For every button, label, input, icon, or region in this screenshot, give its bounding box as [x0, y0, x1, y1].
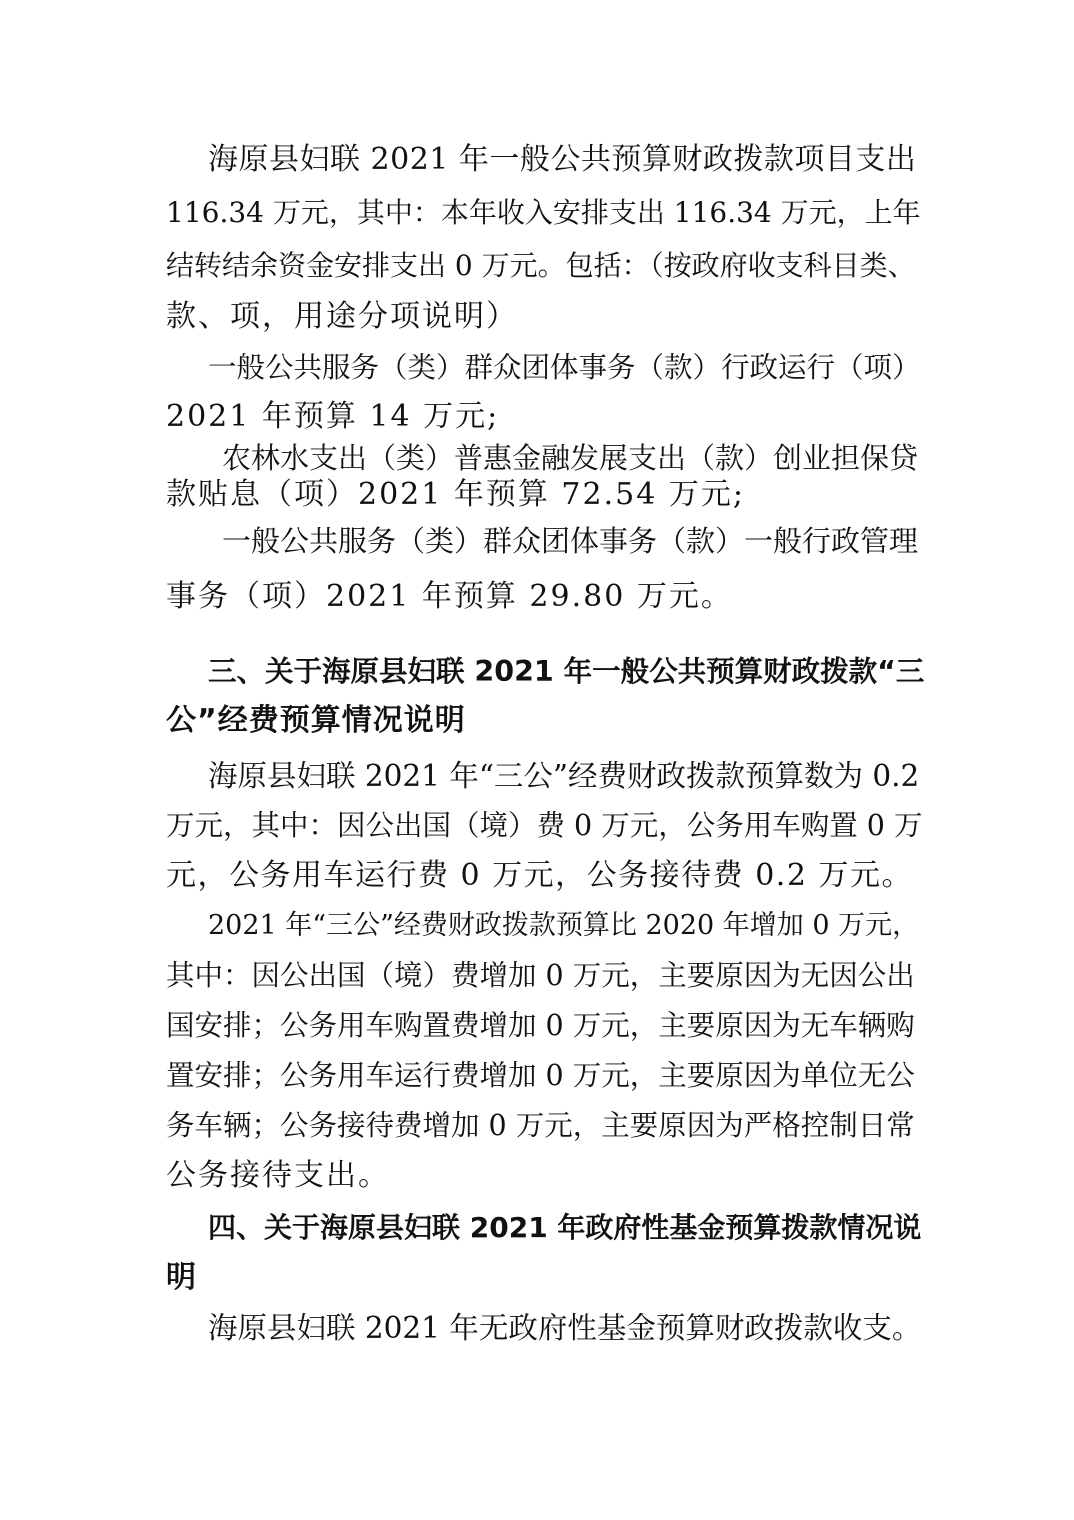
paragraph-line: 一般公共服务（类）群众团体事务（款）一般行政管理: [222, 524, 919, 558]
paragraph-line: 万元，其中：因公出国（境）费 0 万元，公务用车购置 0 万: [166, 809, 923, 842]
paragraph-line: 其中：因公出国（境）费增加 0 万元，主要原因为无因公出: [166, 959, 915, 992]
paragraph-line: 2021 年预算 14 万元;: [166, 399, 500, 434]
section-heading: 公”经费预算情况说明: [166, 703, 466, 738]
section-heading: 四、关于海原县妇联 2021 年政府性基金预算拨款情况说: [208, 1211, 922, 1244]
paragraph-line: 款、项，用途分项说明）: [166, 299, 518, 334]
paragraph-line: 农林水支出（类）普惠金融发展支出（款）创业担保贷: [222, 441, 919, 475]
paragraph-line: 国安排；公务用车购置费增加 0 万元，主要原因为无车辆购: [166, 1009, 915, 1042]
paragraph-line: 一般公共服务（类）群众团体事务（款）行政运行（项）: [208, 351, 921, 384]
paragraph-line: 2021 年“三公”经费财政拨款预算比 2020 年增加 0 万元，: [208, 910, 920, 941]
paragraph-line: 事务（项）2021 年预算 29.80 万元。: [166, 579, 733, 614]
paragraph-line: 116.34 万元，其中：本年收入安排支出 116.34 万元，上年: [166, 196, 921, 229]
section-heading: 三、关于海原县妇联 2021 年一般公共预算财政拨款“三: [208, 655, 925, 688]
paragraph-line: 置安排；公务用车运行费增加 0 万元，主要原因为单位无公: [166, 1059, 915, 1092]
paragraph-line: 结转结余资金安排支出 0 万元。包括：（按政府收支科目类、: [166, 249, 916, 282]
paragraph-line: 海原县妇联 2021 年无政府性基金预算财政拨款收支。: [208, 1311, 922, 1345]
paragraph-line: 海原县妇联 2021 年一般公共预算财政拨款项目支出: [208, 142, 917, 177]
paragraph-line: 海原县妇联 2021 年“三公”经费财政拨款预算数为 0.2: [208, 759, 920, 793]
paragraph-line: 公务接待支出。: [166, 1158, 390, 1193]
paragraph-line: 款贴息（项）2021 年预算 72.54 万元;: [166, 477, 745, 512]
section-heading: 明: [166, 1260, 197, 1295]
paragraph-line: 务车辆；公务接待费增加 0 万元，主要原因为严格控制日常: [166, 1109, 915, 1142]
paragraph-line: 元，公务用车运行费 0 万元，公务接待费 0.2 万元。: [166, 858, 913, 893]
